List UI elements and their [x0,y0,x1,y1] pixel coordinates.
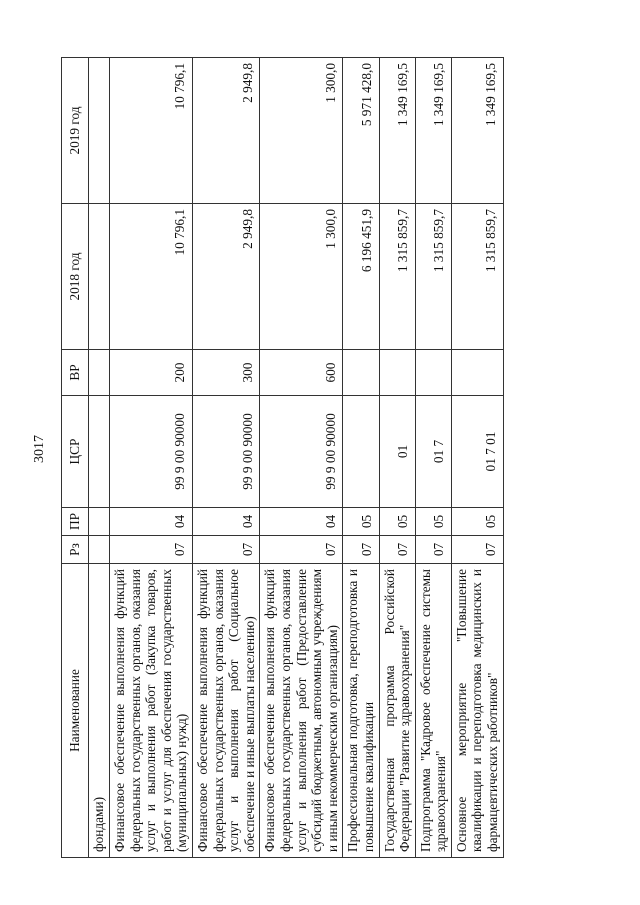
row-pr [89,508,110,536]
header-rz: Рз [62,536,89,564]
row-csr: 99 9 00 90000 [110,396,193,508]
row-name: Подпрограмма "Кадровое обеспечение системы здравоохранения" [415,564,451,858]
row-name: Основное мероприятие "Повышение квалификации и переподготовка медицинских и фармацевтических работников" [451,564,503,858]
row-pr: 05 [379,508,415,536]
row-2018: 10 796,1 [110,204,193,350]
row-2019: 10 796,1 [110,58,193,204]
row-2018: 1 300,0 [260,204,343,350]
row-vr [415,350,451,396]
row-name: Финансовое обеспечение выполнения функций федеральных государственных органов, оказания услуг и выполнения работ (Социальное обеспечение и иные выплаты населению) [192,564,259,858]
row-2019: 2 949,8 [192,58,259,204]
row-name: Профессиональная подготовка, переподготовка и повышение квалификации [343,564,379,858]
header-pr: ПР [62,508,89,536]
row-2018: 6 196 451,9 [343,204,379,350]
row-name: Финансовое обеспечение выполнения функций федеральных государственных органов, оказания услуг и выполнения работ (Закупка товаров, работ и услуг для обеспечения государственных (муниципальных) нужд) [110,564,193,858]
row-2018: 1 315 859,7 [379,204,415,350]
row-vr [451,350,503,396]
table-row [343,58,379,858]
row-pr: 05 [415,508,451,536]
row-rz [89,536,110,564]
row-rz: 07 [260,536,343,564]
row-vr [89,350,110,396]
row-2019: 1 349 169,5 [379,58,415,204]
budget-table [61,57,504,858]
row-rz: 07 [192,536,259,564]
row-2018 [89,204,110,350]
row-pr: 04 [260,508,343,536]
row-rz: 07 [415,536,451,564]
row-pr: 05 [451,508,503,536]
table-row [415,58,451,858]
row-pr: 04 [192,508,259,536]
row-csr: 99 9 00 90000 [192,396,259,508]
row-2019: 5 971 428,0 [343,58,379,204]
row-2019: 1 349 169,5 [451,58,503,204]
row-2019: 1 300,0 [260,58,343,204]
row-csr [343,396,379,508]
header-row [62,58,89,858]
header-vr: ВР [62,350,89,396]
table-row [89,58,110,858]
row-csr: 01 7 01 [451,396,503,508]
row-2019: 1 349 169,5 [415,58,451,204]
table-row [110,58,193,858]
row-vr: 600 [260,350,343,396]
table-row [451,58,503,858]
table-row [192,58,259,858]
header-name: Наименование [62,564,89,858]
header-2019: 2019 год [62,58,89,204]
row-rz: 07 [110,536,193,564]
row-vr: 200 [110,350,193,396]
row-vr [343,350,379,396]
row-csr: 01 [379,396,415,508]
row-pr: 05 [343,508,379,536]
row-vr: 300 [192,350,259,396]
row-rz: 07 [379,536,415,564]
table-row [379,58,415,858]
row-2018: 1 315 859,7 [415,204,451,350]
row-2018: 1 315 859,7 [451,204,503,350]
table-row [260,58,343,858]
row-rz: 07 [343,536,379,564]
row-2018: 2 949,8 [192,204,259,350]
row-vr [379,350,415,396]
row-csr: 99 9 00 90000 [260,396,343,508]
row-2019 [89,58,110,204]
row-csr [89,396,110,508]
row-rz: 07 [451,536,503,564]
row-name: Финансовое обеспечение выполнения функций федеральных государственных органов, оказания услуг и выполнения работ (Предоставление субсидий бюджетным, автономным учреждениям и иным некоммерческим организациям) [260,564,343,858]
row-name: фондами) [89,564,110,858]
budget-table-rotated [61,58,605,858]
header-2018: 2018 год [62,204,89,350]
header-csr: ЦСР [62,396,89,508]
row-csr: 01 7 [415,396,451,508]
page-number: 3017 [32,435,47,463]
row-pr: 04 [110,508,193,536]
row-name: Государственная программа Российской Федерации "Развитие здравоохранения" [379,564,415,858]
